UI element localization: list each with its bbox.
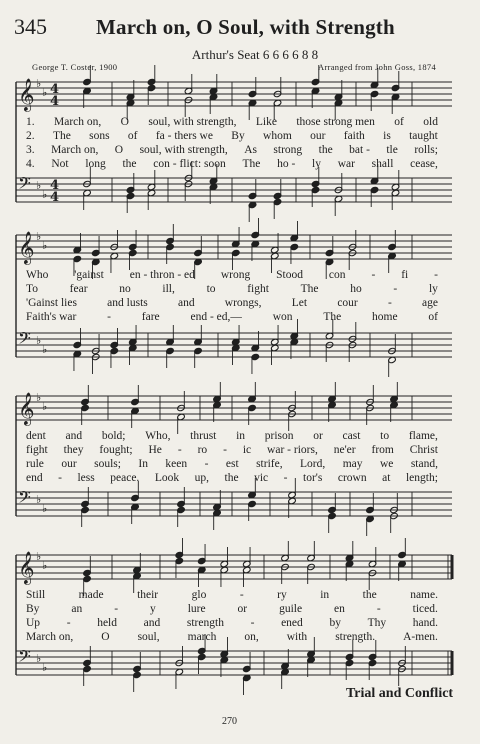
lyric-line	[26, 158, 438, 172]
lyric-syllable: ry	[277, 589, 287, 601]
lyric-syllable: The	[242, 158, 261, 170]
lyric-syllable: strength	[186, 617, 224, 629]
lyric-syllable: Thy	[367, 617, 387, 629]
time-signature: 4	[50, 94, 60, 109]
lyric-syllable: -	[204, 458, 209, 470]
lyric-syllable: soul, with strength,	[148, 116, 237, 128]
lyric-syllable: taught	[409, 130, 438, 142]
lyric-syllable: ne'er	[333, 444, 356, 456]
lyric-syllable: thrust	[190, 430, 217, 442]
flat-sign-icon: ♭	[36, 179, 42, 192]
lyric-syllable: prison	[264, 430, 294, 442]
lyric-syllable: est	[225, 458, 239, 470]
lyric-syllable: with	[286, 631, 308, 643]
lyric-syllable: To	[26, 283, 38, 295]
lyric-syllable: -	[107, 311, 111, 323]
lyric-syllable: they	[63, 444, 84, 456]
lyric-syllable: fear	[69, 283, 88, 295]
lyric-syllable: old	[423, 116, 438, 128]
lyric-line	[26, 283, 438, 297]
lyric-syllable: con	[328, 269, 346, 281]
lyric-syllable: wrong	[220, 269, 251, 281]
lyric-syllable: 'Gainst lies	[26, 297, 77, 309]
lyric-syllable: may	[342, 458, 363, 470]
flat-sign-icon: ♭	[42, 559, 48, 572]
lyric-syllable: ly	[428, 283, 438, 295]
lyric-syllable: ly	[312, 158, 321, 170]
page-number: 270	[222, 716, 237, 727]
lyric-line	[26, 144, 438, 158]
lyric-line	[26, 458, 438, 472]
lyric-syllable: to	[380, 430, 390, 442]
lyric-syllable: A-men.	[403, 631, 438, 643]
lyric-syllable: ro	[197, 444, 208, 456]
lyric-syllable: By	[26, 603, 40, 615]
flat-sign-icon: ♭	[42, 343, 48, 356]
lyric-syllable: en - thron - ed	[129, 269, 195, 281]
lyric-syllable: -	[58, 472, 62, 484]
treble-clef-icon: 𝄞	[18, 392, 35, 425]
lyric-syllable: -	[239, 589, 244, 601]
lyric-line	[26, 311, 438, 325]
lyric-syllable: Look	[154, 472, 180, 484]
lyric-syllable: -	[283, 472, 288, 484]
lyric-syllable: the	[318, 144, 333, 156]
lyric-syllable: the	[362, 589, 377, 601]
lyric-syllable: and lusts	[107, 297, 148, 309]
lyric-syllable: rolls;	[414, 144, 438, 156]
lyric-syllable: long	[85, 158, 106, 170]
lyric-line	[26, 430, 438, 444]
time-signature: 4	[50, 190, 60, 205]
lyric-syllable: is	[383, 130, 391, 142]
lyric-syllable: won	[272, 311, 293, 323]
lyric-syllable: vic	[254, 472, 269, 484]
lyric-syllable: -	[393, 283, 398, 295]
lyric-syllable: 'gainst	[74, 269, 104, 281]
lyric-syllable: -	[250, 617, 255, 629]
lyric-syllable: ill,	[162, 283, 175, 295]
lyric-syllable: fi	[401, 269, 409, 281]
composer-credit: George T. Coster, 1900	[32, 62, 118, 72]
lyric-syllable: Not	[51, 158, 69, 170]
lyric-syllable: -	[114, 603, 119, 615]
flat-sign-icon: ♭	[36, 77, 42, 90]
flat-sign-icon: ♭	[42, 86, 48, 99]
lyric-syllable: hand.	[412, 617, 438, 629]
lyric-line	[26, 116, 438, 130]
verse-number: 2.	[26, 130, 35, 142]
lyric-syllable: bat -	[349, 144, 370, 156]
lyric-syllable: sons	[89, 130, 110, 142]
lyric-syllable: of	[428, 311, 438, 323]
lyric-syllable: by	[329, 617, 341, 629]
flat-sign-icon: ♭	[36, 230, 42, 243]
flat-sign-icon: ♭	[36, 334, 42, 347]
lyric-syllable: bold;	[101, 430, 126, 442]
treble-clef-icon: 𝄞	[18, 551, 35, 584]
bass-clef-icon: 𝄢	[18, 487, 31, 511]
lyric-syllable: As	[244, 144, 257, 156]
lyric-syllable: en	[334, 603, 345, 615]
lyric-syllable: Who,	[145, 430, 171, 442]
lyric-syllable: faith	[343, 130, 365, 142]
section-label: Trial and Conflict	[346, 686, 454, 701]
lyric-syllable: or	[313, 430, 323, 442]
lyric-syllable: fight	[26, 444, 48, 456]
lyric-syllable: whom	[263, 130, 292, 142]
lyric-syllable: the	[122, 158, 137, 170]
lyric-syllable: y	[149, 603, 156, 615]
lyric-syllable: strife,	[256, 458, 283, 470]
lyric-syllable: lure	[187, 603, 206, 615]
flat-sign-icon: ♭	[42, 239, 48, 252]
lyric-syllable: an	[71, 603, 83, 615]
lyric-syllable: -	[66, 617, 71, 629]
lyric-syllable: Christ	[409, 444, 438, 456]
lyric-syllable: In	[138, 458, 148, 470]
lyric-syllable: O	[101, 631, 110, 643]
lyric-syllable: fight	[247, 283, 269, 295]
lyric-line	[26, 589, 438, 603]
lyric-syllable: The	[52, 130, 71, 142]
lyric-syllable: Faith's war	[26, 311, 77, 323]
lyric-syllable: Who	[26, 269, 49, 281]
lyric-syllable: less	[77, 472, 95, 484]
lyric-syllable: war	[337, 158, 355, 170]
lyric-syllable: to	[206, 283, 216, 295]
lyric-syllable: O	[120, 116, 129, 128]
lyric-syllable: guile	[279, 603, 303, 615]
lyric-syllable: wrongs,	[224, 297, 262, 309]
lyric-syllable: stand,	[410, 458, 438, 470]
bass-clef-icon: 𝄢	[18, 328, 31, 352]
lyric-syllable: ho -	[277, 158, 296, 170]
lyric-syllable: The	[323, 311, 342, 323]
lyric-syllable: name.	[410, 589, 438, 601]
lyric-syllable: soul, with strength,	[139, 144, 228, 156]
flat-sign-icon: ♭	[36, 391, 42, 404]
lyric-syllable: on,	[244, 631, 259, 643]
lyric-syllable: the	[224, 472, 239, 484]
flat-sign-icon: ♭	[36, 550, 42, 563]
lyric-syllable: fa - thers we	[155, 130, 213, 142]
lyric-syllable: those strong men	[296, 116, 375, 128]
flat-sign-icon: ♭	[42, 502, 48, 515]
lyric-syllable: of	[127, 130, 138, 142]
lyric-syllable: March on,	[26, 631, 74, 643]
lyric-syllable: up,	[194, 472, 209, 484]
lyric-syllable: no	[119, 283, 131, 295]
time-signature: 4	[50, 82, 60, 97]
lyric-syllable: of	[394, 116, 404, 128]
lyric-syllable: rule	[26, 458, 44, 470]
lyric-syllable: cast	[342, 430, 361, 442]
lyric-syllable: fare	[141, 311, 160, 323]
tune-name-and-meter: Arthur's Seat 6 6 6 6 8 8	[191, 47, 319, 62]
lyric-syllable: ho	[350, 283, 362, 295]
lyric-syllable: O	[114, 144, 124, 156]
lyric-line	[26, 472, 438, 486]
lyric-syllable: He	[148, 444, 162, 456]
lyric-syllable: crown	[337, 472, 367, 484]
flat-sign-icon: ♭	[36, 652, 42, 665]
flat-sign-icon: ♭	[42, 400, 48, 413]
lyric-line	[26, 297, 438, 311]
lyric-syllable: March on,	[54, 116, 102, 128]
lyric-syllable: our	[61, 458, 77, 470]
lyric-syllable: in	[236, 430, 246, 442]
flat-sign-icon: ♭	[42, 661, 48, 674]
time-signature: 4	[50, 178, 60, 193]
lyric-syllable: ened	[281, 617, 303, 629]
bass-clef-icon: 𝄢	[18, 173, 31, 197]
lyric-line	[26, 130, 438, 144]
lyric-syllable: flame,	[408, 430, 438, 442]
lyric-syllable: Still	[26, 589, 46, 601]
flat-sign-icon: ♭	[36, 493, 42, 506]
lyric-syllable: length;	[405, 472, 438, 484]
verse-number: 4.	[26, 158, 35, 170]
lyric-syllable: dent	[26, 430, 46, 442]
lyric-syllable: cour	[337, 297, 358, 309]
hymn-title: March on, O Soul, with Strength	[96, 15, 395, 39]
lyric-syllable: Like	[255, 116, 277, 128]
lyric-syllable: strength.	[335, 631, 376, 643]
lyric-syllable: end - ed,—	[190, 311, 242, 323]
lyric-syllable: war - riors,	[267, 444, 318, 456]
lyric-syllable: -	[434, 269, 438, 281]
lyric-syllable: age	[422, 297, 438, 309]
arranger-credit: Arranged from John Goss, 1874	[318, 62, 437, 72]
lyric-syllable: -	[223, 444, 227, 456]
lyric-syllable: con - flict: soon	[153, 158, 226, 170]
lyric-syllable: and	[143, 617, 161, 629]
lyric-syllable: fought;	[99, 444, 133, 456]
lyric-syllable: Lord,	[300, 458, 326, 470]
lyric-syllable: peace.	[110, 472, 140, 484]
verse-number: 1.	[26, 116, 35, 128]
lyric-syllable: March on,	[51, 144, 99, 156]
lyric-syllable: keen	[165, 458, 188, 470]
lyric-syllable: and	[65, 430, 83, 442]
treble-clef-icon: 𝄞	[18, 78, 35, 111]
lyric-syllable: strong	[273, 144, 303, 156]
lyric-syllable: souls;	[94, 458, 121, 470]
lyric-syllable: ic	[242, 444, 252, 456]
lyric-syllable: at	[382, 472, 391, 484]
lyric-line	[26, 444, 438, 458]
lyric-syllable: from	[371, 444, 394, 456]
lyric-syllable: tor's	[303, 472, 323, 484]
verse-number: 3.	[26, 144, 35, 156]
lyric-syllable: The	[300, 283, 319, 295]
lyric-syllable: Let	[291, 297, 308, 309]
lyric-syllable: held	[97, 617, 117, 629]
lyric-syllable: our	[310, 130, 326, 142]
flat-sign-icon: ♭	[42, 188, 48, 201]
lyric-line	[26, 269, 438, 283]
lyric-syllable: end	[26, 472, 43, 484]
hymn-number: 345	[14, 14, 47, 39]
lyric-syllable: soul,	[137, 631, 160, 643]
lyric-syllable: Up	[26, 617, 41, 629]
lyric-syllable: their	[137, 589, 159, 601]
lyric-syllable: ticed.	[412, 603, 438, 615]
lyric-syllable: shall	[371, 158, 394, 170]
lyric-syllable: in	[320, 589, 330, 601]
lyric-syllable: -	[371, 269, 376, 281]
treble-clef-icon: 𝄞	[18, 231, 35, 264]
lyric-syllable: By	[231, 130, 245, 142]
lyric-syllable: glo	[191, 589, 207, 601]
lyric-syllable: made	[78, 589, 104, 601]
lyric-syllable: -	[376, 603, 381, 615]
lyric-syllable: -	[177, 444, 182, 456]
lyric-syllable: home	[372, 311, 398, 323]
lyric-syllable: Stood	[276, 269, 303, 281]
lyric-line	[26, 631, 438, 645]
lyric-syllable: -	[387, 297, 392, 309]
lyric-line	[26, 617, 438, 631]
lyric-syllable: or	[237, 603, 248, 615]
lyric-syllable: tle	[386, 144, 398, 156]
lyric-syllable: march	[187, 631, 217, 643]
lyric-syllable: and	[177, 297, 195, 309]
lyric-syllable: cease,	[410, 158, 438, 170]
bass-clef-icon: 𝄢	[18, 646, 31, 670]
lyric-line	[26, 603, 438, 617]
lyric-syllable: we	[379, 458, 394, 470]
